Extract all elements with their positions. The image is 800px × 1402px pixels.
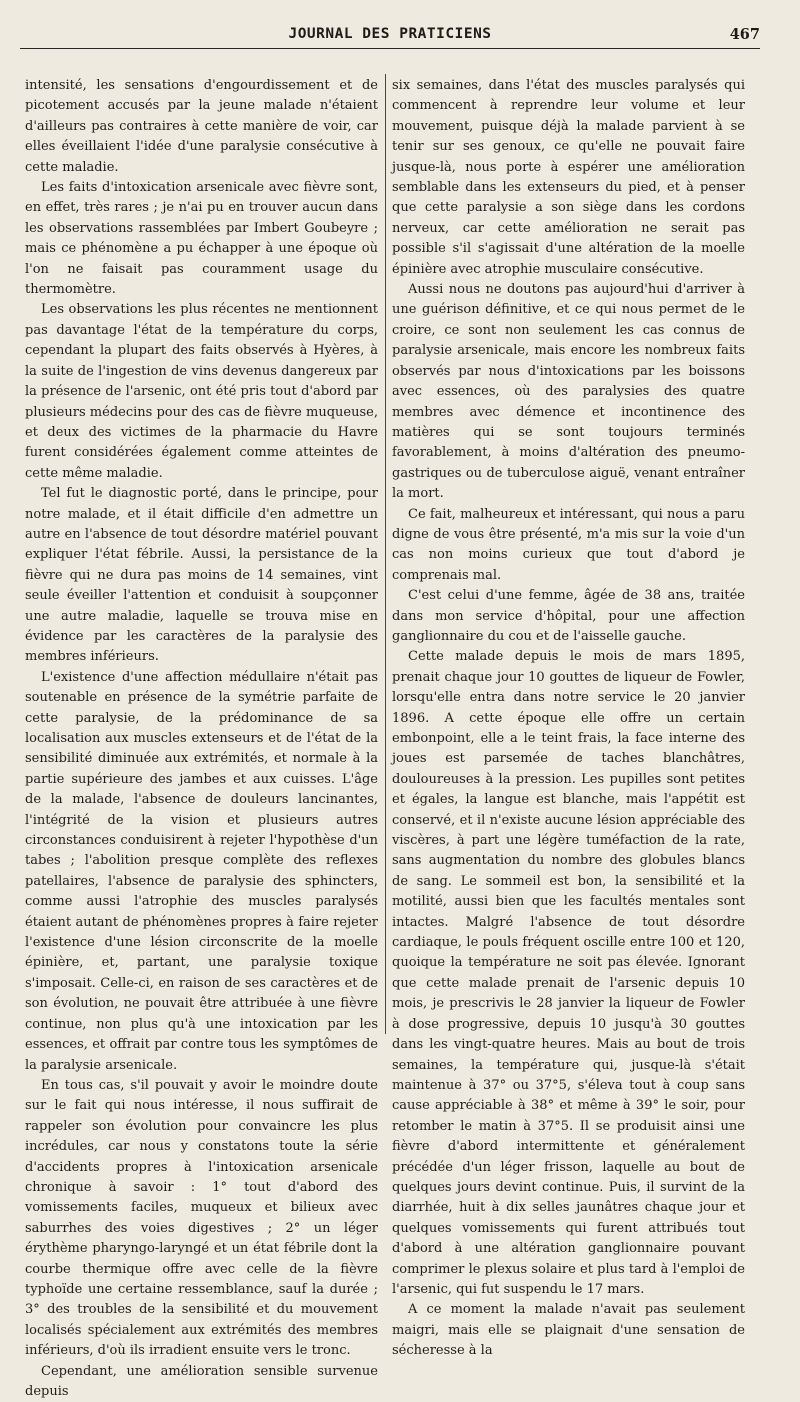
paragraph: C'est celui d'une femme, âgée de 38 ans, traitée dans mon service d'hôpital, pour une affection ganglionnaire du cou et de l'aisselle gauche. — [392, 588, 745, 644]
paragraph: Cette malade depuis le mois de mars 1895, prenait chaque jour 10 gouttes de liqueur de Fowler, lorsqu'elle entra dans notre service le 20 janvier 1896. A cette époque elle offre un certain embonpoint, elle a le teint frais, la face interne des joues est parsemée de taches blanchâtres, douloureuses à la pression. Les pupilles sont petites et égales, la langue est blanche, mais l'appétit est conservé, et il n'existe aucune lésion appréciable des viscères, à part une légère tuméfaction de la rate, sans augmentation du nombre des globules blancs de sang. Le sommeil est bon, la sensibilité et la motilité, aussi bien que les facultés mentales sont intactes. Malgré l'absence de tout désordre cardiaque, le pouls fréquent oscille entre 100 et 120, quoique la température ne soit pas élevée. Ignorant que cette malade prenait de l'arsenic depuis 10 mois, je prescrivis le 28 janvier la liqueur de Fowler à dose progressive, depuis 10 jusqu'à 30 gouttes dans les vingt-quatre heures. Mais au bout de trois semaines, la température qui, jusque-là s'était maintenue à 37° ou 37°5, s'éleva tout à coup sans cause appréciable à 38° et même à 39° le soir, pour retomber le matin à 37°5. Il se produisit ainsi une fièvre d'abord intermittente et généralement précédée d'un léger frisson, laquelle au bout de quelques jours devint continue. Puis, il survint de la diarrhée, huit à dix selles jaunâtres chaque jour et quelques vomissements qui furent attribués tout d'abord à une altération ganglionnaire pouvant comprimer le plexus solaire et plus tard à l'emploi de l'arsenic, qui fut suspendu le 17 mars. — [392, 649, 745, 1297]
paragraph: Ce fait, malheureux et intéressant, qui nous a paru digne de vous être présenté, m'a mis sur la voie d'un cas non moins curieux que tout d'abord je comprenais mal. — [392, 506, 745, 583]
paragraph: Les observations les plus récentes ne mentionnent pas davantage l'état de la température du corps, cependant la plupart des faits observés à Hyères, à la suite de l'ingestion de vins devenus dangereux par la présence de l'arsenic, ont été pris tout d'abord par plusieurs médecins pour des cas de fièvre muqueuse, et deux des victimes de la pharmacie du Havre furent considérées également comme atteintes de cette même maladie. — [25, 302, 378, 481]
paragraph: Les faits d'intoxication arsenicale avec fièvre sont, en effet, très rares ; je n'ai pu en trouver aucun dans les observations rassemblées par Imbert Goubeyre ; mais ce phénomène a pu échapper à une époque où l'on ne faisait pas couramment usage du thermomètre. — [25, 180, 378, 298]
page-number: 467 — [729, 26, 760, 43]
right-column — [392, 76, 745, 1362]
column-divider — [385, 74, 386, 1034]
paragraph: Aussi nous ne doutons pas aujourd'hui d'arriver à une guérison définitive, et ce qui nous permet de le croire, ce sont non seulement les cas connus de paralysie arsenicale, mais encore les nombreux faits observés par nous d'intoxications par les boissons avec essences, où des paralysies des quatre membres avec démence et incontinence des matières qui se sont toujours terminés favorablement, à moins d'altération des pneumo-gastriques ou de tuberculose aiguë, venant entraîner la mort. — [392, 282, 745, 502]
paragraph: A ce moment la malade n'avait pas seulement maigri, mais elle se plaignait d'une sensation de sécheresse à la — [392, 1302, 745, 1359]
left-column — [25, 76, 378, 1402]
paragraph: Cependant, une amélioration sensible survenue depuis — [25, 1363, 378, 1399]
paragraph: L'existence d'une affection médullaire n'était pas soutenable en présence de la symétrie parfaite de cette paralysie, de la prédominance de sa localisation aux muscles extenseurs et de l'état de la sensibilité diminuée aux extrémités, et normale à la partie supérieure des jambes et aux cuisses. L'âge de la malade, l'absence de douleurs lancinantes, l'intégrité de la vision et plusieurs autres circonstances conduisirent à rejeter l'hypothèse d'un tabes ; l'abolition presque complète des reflexes patellaires, l'absence de paralysie des sphincters, comme aussi l'atrophie des muscles paralysés étaient autant de phénomènes propres à faire rejeter l'existence d'une lésion circonscrite de la moelle épinière, et, partant, une paralysie toxique s'imposait. Celle-ci, en raison de ses caractères et de son évolution, ne pouvait être attribuée à une fièvre continue, non plus qu'à une intoxication par les essences, et offrait par contre tous les symptômes de la paralysie arsenicale. — [25, 669, 378, 1073]
journal-title: JOURNAL DES PRATICIENS — [288, 26, 492, 42]
paragraph: six semaines, dans l'état des muscles paralysés qui commencent à reprendre leur volume et leur mouvement, puisque déjà la malade parvient à se tenir sur ses genoux, ce qu'elle ne pouvait faire jusque-là, nous porte à espérer une amélioration semblable dans les extenseurs du pied, et à penser que cette paralysie a son siège dans les cordons nerveux, car cette amélioration ne serait pas possible s'il s'agissait d'une altération de la moelle épinière avec atrophie musculaire consécutive. — [392, 78, 745, 277]
paragraph: En tous cas, s'il pouvait y avoir le moindre doute sur le fait qui nous intéresse, il nous suffirait de rappeler son évolution pour convaincre les plus incrédules, car nous y constatons toute la série d'accidents propres à l'intoxication arsenicale chronique à savoir : 1° tout d'abord des vomissements faciles, muqueux et bilieux avec saburrhes des voies digestives ; 2° un léger érythème pharyngo-laryngé et un état fébrile dont la courbe thermique offre avec celle de la fièvre typhoïde une certaine ressemblance, sauf la durée ; 3° des troubles de la sensibilité et du mouvement localisés spécialement aux extrémités des membres inférieurs, d'où ils irradient ensuite vers le tronc. — [25, 1077, 378, 1359]
paragraph: intensité, les sensations d'engourdissement et de picotement accusés par la jeune malade n'étaient d'ailleurs pas contraires à cette manière de voir, car elles éveillaient l'idée d'une paralysie consécutive à cette maladie. — [25, 78, 378, 175]
running-header — [20, 26, 760, 49]
paragraph: Tel fut le diagnostic porté, dans le principe, pour notre malade, et il était difficile d'en admettre un autre en l'absence de tout désordre matériel pouvant expliquer l'état fébrile. Aussi, la persistance de la fièvre qui ne dura pas moins de 14 semaines, vint seule éveiller l'attention et conduisit à soupçonner une autre maladie, laquelle se trouva mise en évidence par les caractères de la paralysie des membres inférieurs. — [25, 486, 378, 665]
